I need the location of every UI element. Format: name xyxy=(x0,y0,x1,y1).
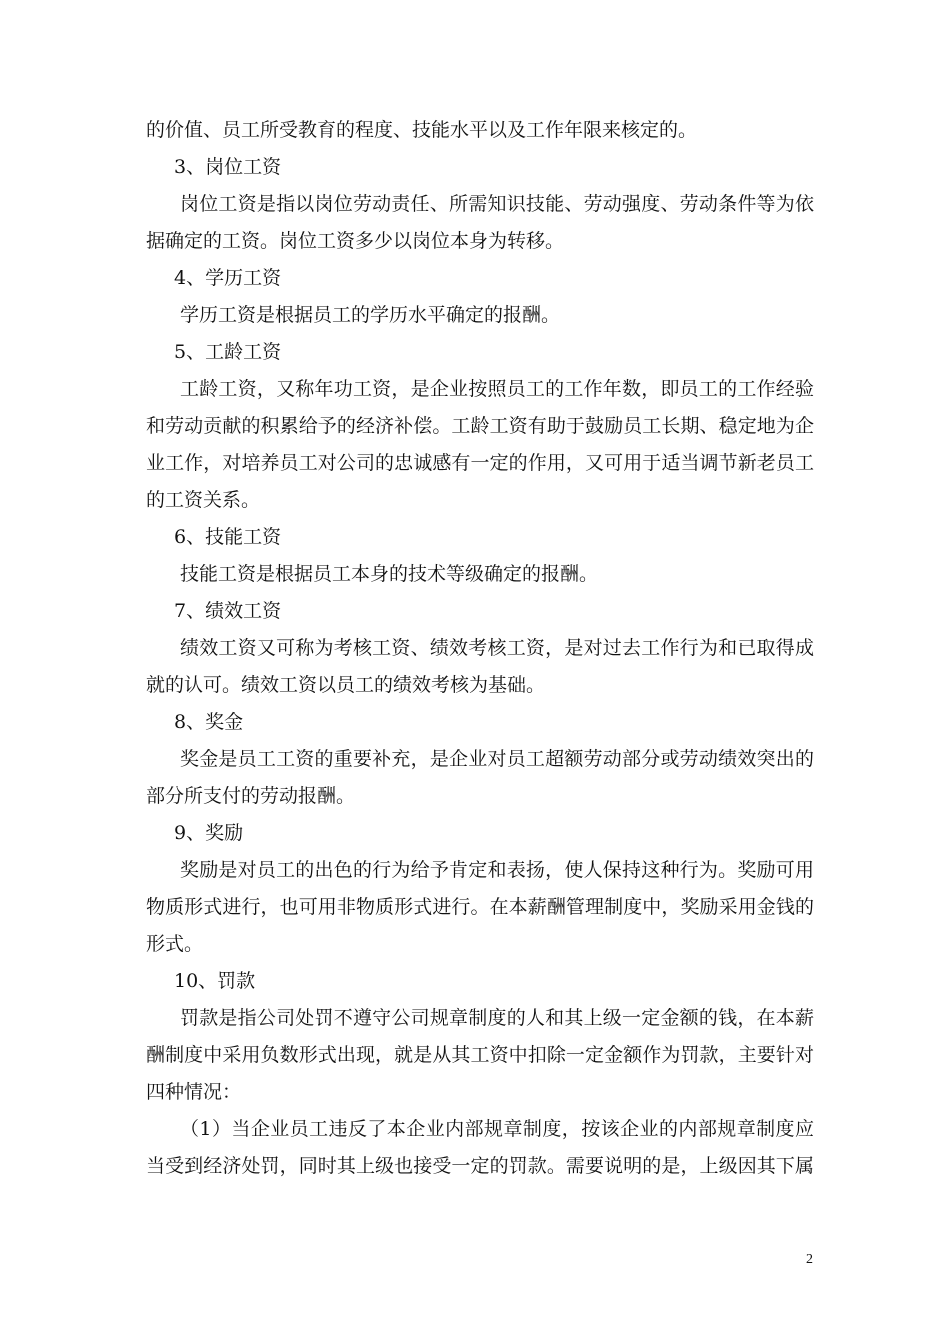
paragraph-line: 奖励是对员工的出色的行为给予肯定和表扬，使人保持这种行为。奖励可用 xyxy=(180,859,814,881)
paragraph-line: 四种情况： xyxy=(146,1081,242,1103)
heading-text: 3、岗位工资 xyxy=(174,156,282,178)
paragraph xyxy=(146,556,814,593)
paragraph xyxy=(146,852,814,963)
heading-text: 10、罚款 xyxy=(174,970,256,992)
document-body xyxy=(146,112,814,1185)
section-heading xyxy=(146,260,814,297)
paragraph xyxy=(146,1111,814,1185)
heading-text: 7、绩效工资 xyxy=(174,600,282,622)
paragraph xyxy=(146,741,814,815)
paragraph-line: 的工资关系。 xyxy=(146,489,261,511)
section-heading xyxy=(146,704,814,741)
paragraph-line: 物质形式进行，也可用非物质形式进行。在本薪酬管理制度中，奖励采用金钱的 xyxy=(146,896,814,918)
page-number: 2 xyxy=(806,1252,813,1267)
paragraph-line: 当受到经济处罚，同时其上级也接受一定的罚款。需要说明的是，上级因其下属 xyxy=(146,1155,814,1177)
section-heading xyxy=(146,334,814,371)
paragraph-line: 业工作，对培养员工对公司的忠诚感有一定的作用，又可用于适当调节新老员工 xyxy=(146,452,814,474)
paragraph-line: 据确定的工资。岗位工资多少以岗位本身为转移。 xyxy=(146,230,565,252)
paragraph xyxy=(146,112,814,149)
paragraph-line: 酬制度中采用负数形式出现，就是从其工资中扣除一定金额作为罚款，主要针对 xyxy=(146,1044,814,1066)
paragraph-line: 形式。 xyxy=(146,933,204,955)
paragraph-line: 部分所支付的劳动报酬。 xyxy=(146,785,356,807)
section-heading xyxy=(146,149,814,186)
paragraph-line: 就的认可。绩效工资以员工的绩效考核为基础。 xyxy=(146,674,546,696)
paragraph-line: 岗位工资是指以岗位劳动责任、所需知识技能、劳动强度、劳动条件等为依 xyxy=(180,193,814,215)
paragraph-line: 工龄工资，又称年功工资，是企业按照员工的工作年数，即员工的工作经验 xyxy=(180,378,814,400)
paragraph-line: 的价值、员工所受教育的程度、技能水平以及工作年限来核定的。 xyxy=(146,119,698,141)
paragraph xyxy=(146,630,814,704)
paragraph-line: 学历工资是根据员工的学历水平确定的报酬。 xyxy=(180,304,561,326)
paragraph-line: （1）当企业员工违反了本企业内部规章制度，按该企业的内部规章制度应 xyxy=(180,1118,814,1140)
paragraph-line: 和劳动贡献的积累给予的经济补偿。工龄工资有助于鼓励员工长期、稳定地为企 xyxy=(146,415,814,437)
paragraph xyxy=(146,186,814,260)
paragraph-line: 技能工资是根据员工本身的技术等级确定的报酬。 xyxy=(180,563,599,585)
paragraph-line: 奖金是员工工资的重要补充，是企业对员工超额劳动部分或劳动绩效突出的 xyxy=(180,748,814,770)
paragraph-line: 绩效工资又可称为考核工资、绩效考核工资，是对过去工作行为和已取得成 xyxy=(180,637,814,659)
paragraph xyxy=(146,1000,814,1111)
heading-text: 4、学历工资 xyxy=(174,267,282,289)
section-heading xyxy=(146,963,814,1000)
heading-text: 5、工龄工资 xyxy=(174,341,282,363)
heading-text: 9、奖励 xyxy=(174,822,244,844)
paragraph-line: 罚款是指公司处罚不遵守公司规章制度的人和其上级一定金额的钱，在本薪 xyxy=(180,1007,814,1029)
section-heading xyxy=(146,593,814,630)
heading-text: 8、奖金 xyxy=(174,711,244,733)
paragraph xyxy=(146,297,814,334)
heading-text: 6、技能工资 xyxy=(174,526,282,548)
paragraph xyxy=(146,371,814,519)
section-heading xyxy=(146,815,814,852)
section-heading xyxy=(146,519,814,556)
